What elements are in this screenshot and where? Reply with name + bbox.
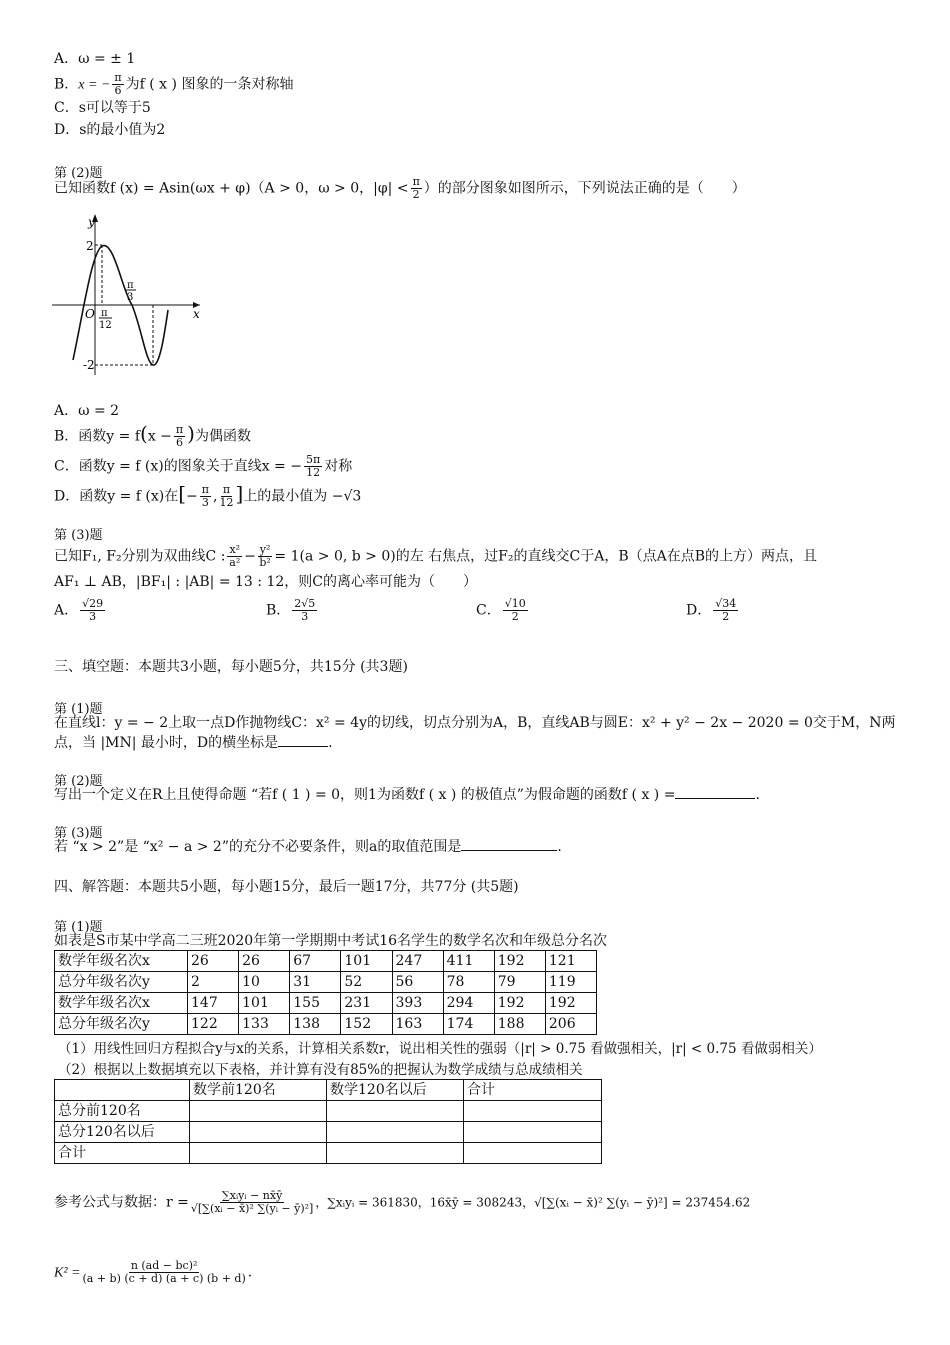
table-row [55,1014,597,1035]
table-cell: 133 [239,1014,290,1035]
q3-l1-a: 已知F₁, F₂分别为双曲线C : [54,548,226,565]
table-cell: 26 [239,951,290,972]
table-cell: 数学前120名 [190,1080,327,1101]
frac-num: √34 [715,597,737,610]
opt-prefix: B． [266,602,291,619]
fill-3-label: 第 (3)题 [54,826,103,841]
table-cell: 231 [341,993,392,1014]
solve-1-part1: （1）用线性回归方程拟合y与x的关系，计算相关系数r，说出相关性的强弱（|r| > 0.75 看做强相关，|r| < 0.75 看做弱相关） [58,1041,822,1057]
opt-c-frac [304,454,322,479]
table-cell[interactable] [190,1122,327,1143]
fill-2-period: . [755,787,760,803]
table-cell: 合计 [464,1080,602,1101]
opt-b-a: B．函数y = f [54,428,141,445]
frac-den: 2 [722,610,730,623]
rank-table [54,950,597,1035]
table-cell: 411 [443,951,494,972]
opt-frac [292,598,317,623]
frac-num: π [175,423,184,436]
opt-d-b: 上的最小值为 −√3 [243,488,362,505]
table-cell[interactable] [190,1143,327,1164]
table-cell: 2 [188,972,239,993]
stem-fraction [411,176,422,201]
option-b-fraction [112,72,123,97]
pi12-den: 12 [99,320,112,331]
bracket-close: ] [235,481,244,506]
table-cell: 26 [188,951,239,972]
solve-1-part2: （2）根据以上数据填充以下表格，并计算有没有85%的把握认为数学成绩与总成绩相关 [58,1062,583,1078]
opt-b-frac [174,424,185,449]
x-label: x [193,307,200,321]
stem-a: 已知函数f (x) = Asin(ωx + φ)（A > 0，ω > 0，|φ| < [54,180,409,197]
fill-3-blank[interactable] [461,838,557,851]
table-cell[interactable] [327,1122,464,1143]
option-b-prefix: B． [54,76,79,93]
table-cell: 数学年级名次x [55,951,188,972]
table-cell: 10 [239,972,290,993]
y-max-label: 2 [86,239,94,253]
k2-label: K² = [54,1265,81,1281]
q2-option-a: A．ω = 2 [54,403,120,419]
table-cell[interactable] [464,1122,602,1143]
table-row [55,1101,602,1122]
function-graph [50,210,210,380]
q3-l1-b: = 1(a > 0, b > 0)的左 右焦点，过F₂的直线交C于A，B（点A在点B的上方）两点，且 [274,548,818,565]
table-cell: 155 [290,993,341,1014]
frac-num: π [114,71,122,84]
option-d-prev: D．s的最小值为2 [54,122,166,138]
opt-frac [80,598,105,623]
ref-r-fraction [191,1190,313,1215]
table-cell: 总分年级名次y [55,972,188,993]
opt-d-a: D．函数y = f (x)在 [54,488,179,505]
table-cell: 79 [494,972,545,993]
fill-1-line2 [54,734,333,752]
opt-b-c: 为偶函数 [194,428,251,445]
fill-2-text: 写出一个定义在R上且使得命题 “若f ( 1 ) = 0，则1为函数f ( x ) 的极值点”为假命题的函数f ( x ) = [54,787,676,803]
table-cell: 数学年级名次x [55,993,188,1014]
table-cell: 总分年级名次y [55,1014,188,1035]
frac-num: π [412,175,420,188]
frac-den: √[∑(xᵢ − x̄)² ∑(yᵢ − ȳ)²] [190,1202,314,1215]
opt-b-b: x − [147,428,172,445]
table-cell: 119 [545,972,596,993]
frac-den: a² [229,556,241,569]
frac-num: 5π [305,453,321,466]
fill-2-label: 第 (2)题 [54,774,103,789]
frac-num: π [201,483,209,496]
contingency-table [54,1079,602,1164]
table-cell: 56 [392,972,443,993]
reference-formula [54,1190,750,1215]
frac-num: √29 [82,597,104,610]
table-row [55,1143,602,1164]
table-cell: 52 [341,972,392,993]
frac-num: ∑xᵢyᵢ − nx̄ȳ [221,1189,283,1202]
stem-b: ）的部分图象如图所示，下列说法正确的是（ ） [423,180,746,197]
ref-label: 参考公式与数据：r = [54,1194,189,1211]
frac-den: 3 [301,610,309,623]
frac-den: b² [259,556,271,569]
solve-1-intro: 如表是S市某中学高二三班2020年第一学期期中考试16名学生的数学名次和年级总分名次 [54,933,608,949]
frac-den: 12 [219,496,234,509]
ref-data-2: √[∑(xᵢ − x̄)² ∑(yᵢ − ȳ)²] = 237454.62 [534,1195,751,1210]
origin-label: O [85,307,95,321]
table-cell[interactable] [464,1101,602,1122]
option-b-prev [54,72,293,97]
table-cell: 总分前120名 [55,1101,190,1122]
opt-prefix: D． [686,602,712,619]
paren-close: ) [187,421,195,446]
question-2-stem [54,176,746,201]
question-3-line1: 已知F₁, F₂分别为双曲线C : $\frac{\text{x²}}{\text{a²}}$ − $\frac{\text{y²}}{\text{b²}}$ = 1(a > 0, b > 0)的左 右焦点，过F₂的直线交C于A，B（点A在点B的上方）两点，且 [54,543,818,569]
table-cell: 数学120名以后 [327,1080,464,1101]
q3-option-c [476,598,530,623]
opt-c-b: 对称 [324,458,353,475]
frac-num: n (ad − bc)² [130,1259,198,1272]
fill-1-text: 点，当 |MN| 最小时，D的横坐标是 [54,735,279,751]
fill-2-blank[interactable] [675,786,755,799]
question-3-line2: AF₁ ⊥ AB，|BF₁| : |AB| = 13 : 12，则C的离心率可能为（ ） [54,574,477,590]
table-row [55,972,597,993]
table-cell: 121 [545,951,596,972]
fill-1-period: . [328,735,333,751]
table-cell: 174 [443,1014,494,1035]
frac-num: 2√5 [294,597,316,610]
table-cell: 192 [494,993,545,1014]
q2-option-c [54,454,352,479]
option-a-prev: A．ω = ± 1 [54,51,136,67]
frac-den: 2 [511,610,519,623]
q3-option-d [686,598,740,623]
fill-3-text: 若 “x > 2”是 “x² − a > 2”的充分不必要条件，则a的取值范围是 [54,839,462,855]
option-b-rest: 为f ( x ) 图象的一条对称轴 [125,76,294,93]
frac-num: π [222,483,231,496]
table-cell: 294 [443,993,494,1014]
table-cell: 163 [392,1014,443,1035]
table-cell: 78 [443,972,494,993]
solve-1-label: 第 (1)题 [54,920,103,935]
table-cell: 合计 [55,1143,190,1164]
opt-frac [503,598,528,623]
frac-den: 12 [306,466,321,479]
frac-den: 6 [176,436,184,449]
table-row [55,951,597,972]
frac-den: (a + b) (c + d) (a + c) (b + d) [82,1272,246,1285]
question-3-label: 第 (3)题 [54,528,103,543]
table-row [55,1080,602,1101]
opt-prefix: C． [476,602,501,619]
frac-num: √10 [504,597,526,610]
bracket-open: [ [178,481,187,506]
option-b-math: x = − [78,77,111,93]
table-cell: 122 [188,1014,239,1035]
table-cell: 101 [341,951,392,972]
table-cell: 101 [239,993,290,1014]
frac-num: y² [259,543,271,556]
table-cell[interactable] [327,1101,464,1122]
opt-prefix: A． [54,602,79,619]
frac-num: x² [229,543,241,556]
option-c-prev: C．s可以等于5 [54,100,151,116]
q2-option-d: D．函数y = f (x)在[− $\frac{\pi}{3}$ , $\frac{\pi}{12}$ ]上的最小值为 −√3 [54,481,362,509]
question-2-label: 第 (2)题 [54,166,103,181]
q2-option-b [54,421,251,449]
table-cell [55,1080,190,1101]
y-label: y [88,215,95,229]
q3-option-a [54,598,107,623]
fill-1-blank[interactable] [278,734,328,747]
table-cell: 188 [494,1014,545,1035]
section-3-heading: 三、填空题：本题共3小题，每小题5分，共15分 (共3题) [54,659,408,675]
q3-frac1 [227,544,242,569]
table-cell: 147 [188,993,239,1014]
frac-den: 6 [114,84,122,97]
fill-1-label: 第 (1)题 [54,702,103,717]
table-cell[interactable] [464,1143,602,1164]
q3-frac2 [258,544,273,569]
table-cell: 192 [494,951,545,972]
frac-den: 3 [201,496,209,509]
table-cell: 67 [290,951,341,972]
table-cell[interactable] [327,1143,464,1164]
table-cell: 总分120名以后 [55,1122,190,1143]
table-cell: 138 [290,1014,341,1035]
q3-option-b [266,598,319,623]
table-cell: 152 [341,1014,392,1035]
k2-period: . [247,1264,253,1281]
opt-d-frac2 [219,484,233,509]
table-cell: 31 [290,972,341,993]
pi12-num: π [101,308,108,319]
paren-open: ( [140,421,148,446]
table-cell[interactable] [190,1101,327,1122]
frac-den: 2 [412,188,420,201]
ref-data-1: ，∑xᵢyᵢ = 361830，16x̄ȳ = 308243， [315,1195,535,1210]
fill-2-line [54,786,760,804]
frac-den: 3 [89,610,97,623]
table-cell: 247 [392,951,443,972]
opt-c-a: C．函数y = f (x)的图象关于直线x = − [54,458,302,475]
fill-3-line [54,838,562,856]
fill-1-line1: 在直线l：y = − 2上取一点D作抛物线C：x² = 4y的切线，切点分别为A，B，直线AB与圆E：x² + y² − 2x − 2020 = 0交于M，N两 [54,715,896,731]
table-row [55,993,597,1014]
table-cell: 393 [392,993,443,1014]
table-cell: 192 [545,993,596,1014]
opt-d-frac1 [200,484,211,509]
k2-formula [54,1260,252,1285]
fill-3-period: . [557,839,562,855]
y-min-label: -2 [83,358,95,372]
table-cell: 206 [545,1014,596,1035]
pi3-den: 3 [127,292,134,303]
opt-frac [713,598,738,623]
k2-fraction [82,1260,245,1285]
section-4-heading: 四、解答题：本题共5小题，每小题15分，最后一题17分，共77分 (共5题) [54,879,519,895]
table-row [55,1122,602,1143]
pi3-num: π [127,280,134,291]
